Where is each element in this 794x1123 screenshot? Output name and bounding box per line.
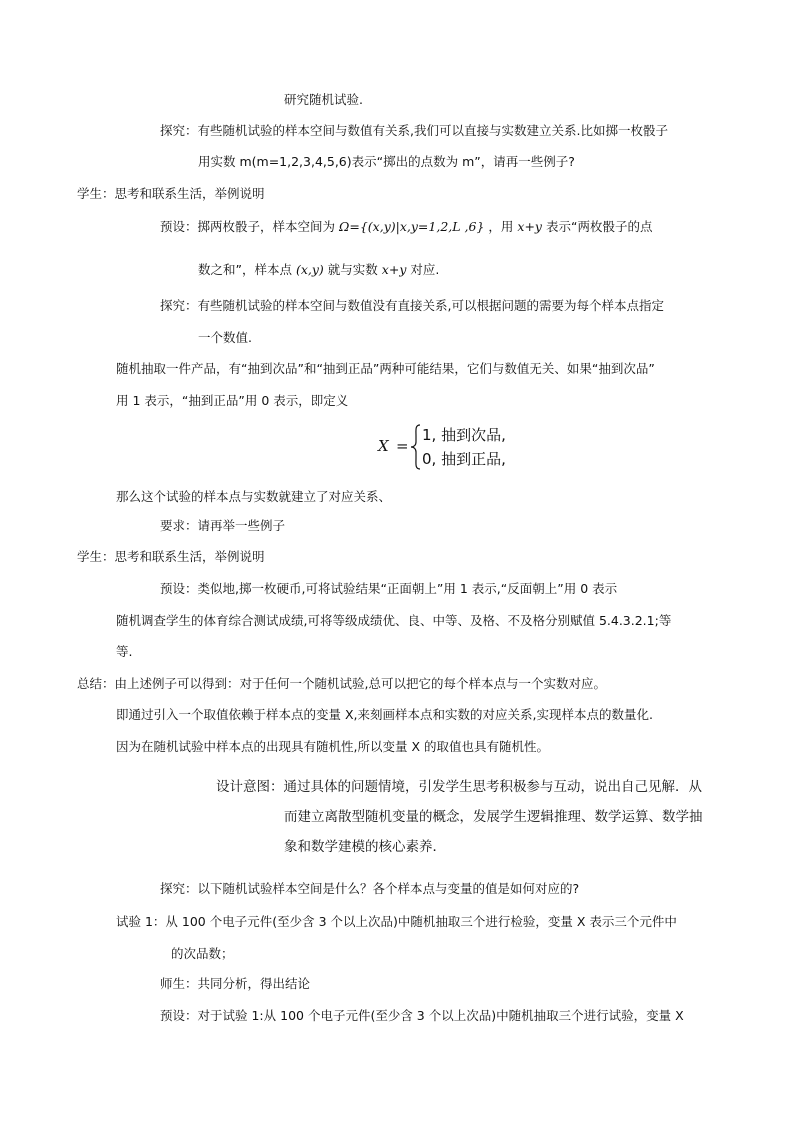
math-expression: Ω={(x,y)|x,y=1,2,L ,6}: [339, 219, 485, 234]
text-line: 研究随机试验.: [284, 92, 363, 107]
text-line: 那么这个试验的样本点与实数就建立了对应关系、: [116, 489, 392, 504]
math-expression: x+y: [517, 219, 542, 234]
math-expression: x+y: [381, 262, 407, 277]
formula-case-2: 0, 抽到正品,: [422, 450, 506, 468]
text-span: 预设：掷两枚骰子，样本空间为: [160, 219, 336, 234]
text-span: 数之和”，样本点: [198, 262, 292, 277]
text-line: 预设：类似地,掷一枚硬币,可将试验结果“正面朝上”用 1 表示,“反面朝上”用 0 表示: [160, 581, 618, 596]
text-span: ，用: [488, 219, 514, 234]
text-line: 总结：由上述例子可以得到：对于任何一个随机试验,总可以把它的每个样本点与一个实数对应。: [77, 676, 606, 691]
text-line: 师生：共同分析，得出结论: [160, 976, 311, 991]
design-intent: 而建立离散型随机变量的概念，发展学生逻辑推理、数学运算、数学抽: [284, 809, 703, 825]
text-line: 等.: [116, 644, 133, 659]
text-line: 探究：有些随机试验的样本空间与数值没有直接关系,可以根据问题的需要为每个样本点指定: [160, 298, 664, 313]
text-line: [198, 261, 439, 279]
text-line: 探究：有些随机试验的样本空间与数值有关系,我们可以直接与实数建立关系.比如掷一枚骰子: [160, 123, 668, 138]
text-line: 探究：以下随机试验样本空间是什么？各个样本点与变量的值是如何对应的?: [160, 881, 580, 896]
text-line: 即通过引入一个取值依赖于样本点的变量 X,来刻画样本点和实数的对应关系,实现样本点的数量化.: [116, 707, 653, 722]
formula-equals: =: [396, 437, 409, 455]
text-line: 预设：对于试验 1:从 100 个电子元件(至少含 3 个以上次品)中随机抽取三个进行试验，变量 X: [160, 1008, 684, 1023]
text-span: 就与实数: [327, 262, 378, 277]
left-brace-icon: [410, 424, 422, 470]
design-intent: 设计意图：通过具体的问题情境，引发学生思考积极参与互动，说出自己见解．从: [216, 779, 702, 795]
text-line: [160, 218, 652, 236]
text-line: 因为在随机试验中样本点的出现具有随机性,所以变量 X 的取值也具有随机性。: [116, 739, 549, 754]
formula-variable: X: [378, 437, 389, 455]
text-line: 的次品数；: [171, 946, 234, 961]
text-line: 学生：思考和联系生活，举例说明: [77, 186, 265, 201]
design-intent: 象和数学建模的核心素养．: [284, 839, 446, 855]
text-line: 学生：思考和联系生活，举例说明: [77, 549, 265, 564]
text-line: 要求：请再举一些例子: [160, 518, 286, 533]
formula-case-1: 1, 抽到次品,: [422, 426, 506, 444]
text-line: 用实数 m(m=1,2,3,4,5,6)表示“掷出的点数为 m”，请再一些例子?: [198, 154, 575, 169]
text-line: 用 1 表示，“抽到正品”用 0 表示，即定义: [116, 393, 349, 408]
text-line: 试验 1：从 100 个电子元件(至少含 3 个以上次品)中随机抽取三个进行检验，变量 X 表示三个元件中: [116, 914, 677, 929]
text-line: 随机调查学生的体育综合测试成绩,可将等级成绩优、良、中等、及格、不及格分别赋值 5.4.3.2.1;等: [116, 613, 672, 628]
math-expression: (x,y): [295, 262, 324, 277]
text-span: 对应.: [410, 262, 440, 277]
text-line: 随机抽取一件产品，有“抽到次品”和“抽到正品”两种可能结果，它们与数值无关、如果“抽到次品”: [116, 361, 655, 376]
text-span: 表示“两枚骰子的点: [545, 219, 653, 234]
text-line: 一个数值.: [198, 330, 252, 345]
